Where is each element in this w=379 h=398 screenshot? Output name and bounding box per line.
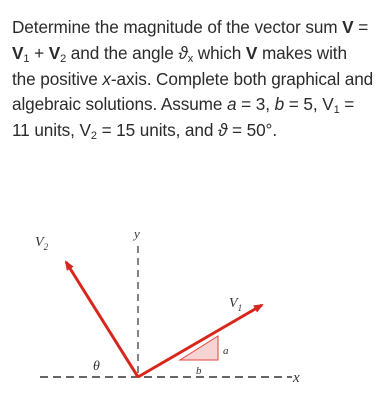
v1-label: $V_1$: [229, 296, 243, 313]
problem-statement: [12, 15, 374, 144]
v-symbol: V: [245, 42, 258, 63]
theta-label: θ: [93, 359, 100, 374]
makes-text: makes with the positive: [12, 42, 347, 89]
theta-value: = 50°.: [227, 120, 277, 141]
theta-symbol: ϑ: [217, 120, 228, 141]
angle-symbol: ϑ: [178, 42, 188, 63]
V1-symbol: V: [322, 94, 334, 115]
x-axis-variable: x: [102, 68, 111, 89]
V2-symbol: V: [79, 120, 91, 141]
a-variable: a: [227, 94, 237, 115]
axis-rest-text: -axis. Complete both graphical and algebraic solutions. Assume: [12, 68, 374, 115]
v2-subscript: 2: [60, 52, 67, 65]
and-the-angle-text: and the angle: [66, 42, 179, 63]
x-axis-label: x: [293, 370, 300, 386]
equals-sign: =: [353, 17, 369, 37]
b-value: = 5,: [284, 94, 323, 115]
b-variable: b: [274, 94, 285, 115]
problem-intro: Determine the magnitude of the vector sum: [12, 17, 343, 37]
which-text: which: [193, 42, 246, 63]
a-label: a: [223, 345, 229, 357]
vector-diagram: [0, 220, 379, 398]
v1-symbol: V: [12, 42, 24, 63]
v2-symbol: V: [48, 42, 61, 63]
V1-subscript: 1: [333, 104, 340, 117]
v1-subscript: 1: [23, 52, 30, 65]
angle-subscript: x: [187, 52, 194, 65]
V2-subscript: 2: [90, 130, 97, 143]
V2-value: = 15 units, and: [96, 120, 218, 141]
v2-vector-arrow: [66, 262, 138, 377]
V1-value: = 11 units,: [12, 94, 355, 141]
plus-sign: +: [29, 42, 49, 63]
y-axis-label: y: [134, 226, 140, 241]
v2-label: $V_2$: [35, 235, 49, 252]
b-label: b: [196, 365, 202, 377]
vector-sum-symbol: V: [342, 17, 354, 37]
a-value: = 3,: [236, 94, 275, 115]
